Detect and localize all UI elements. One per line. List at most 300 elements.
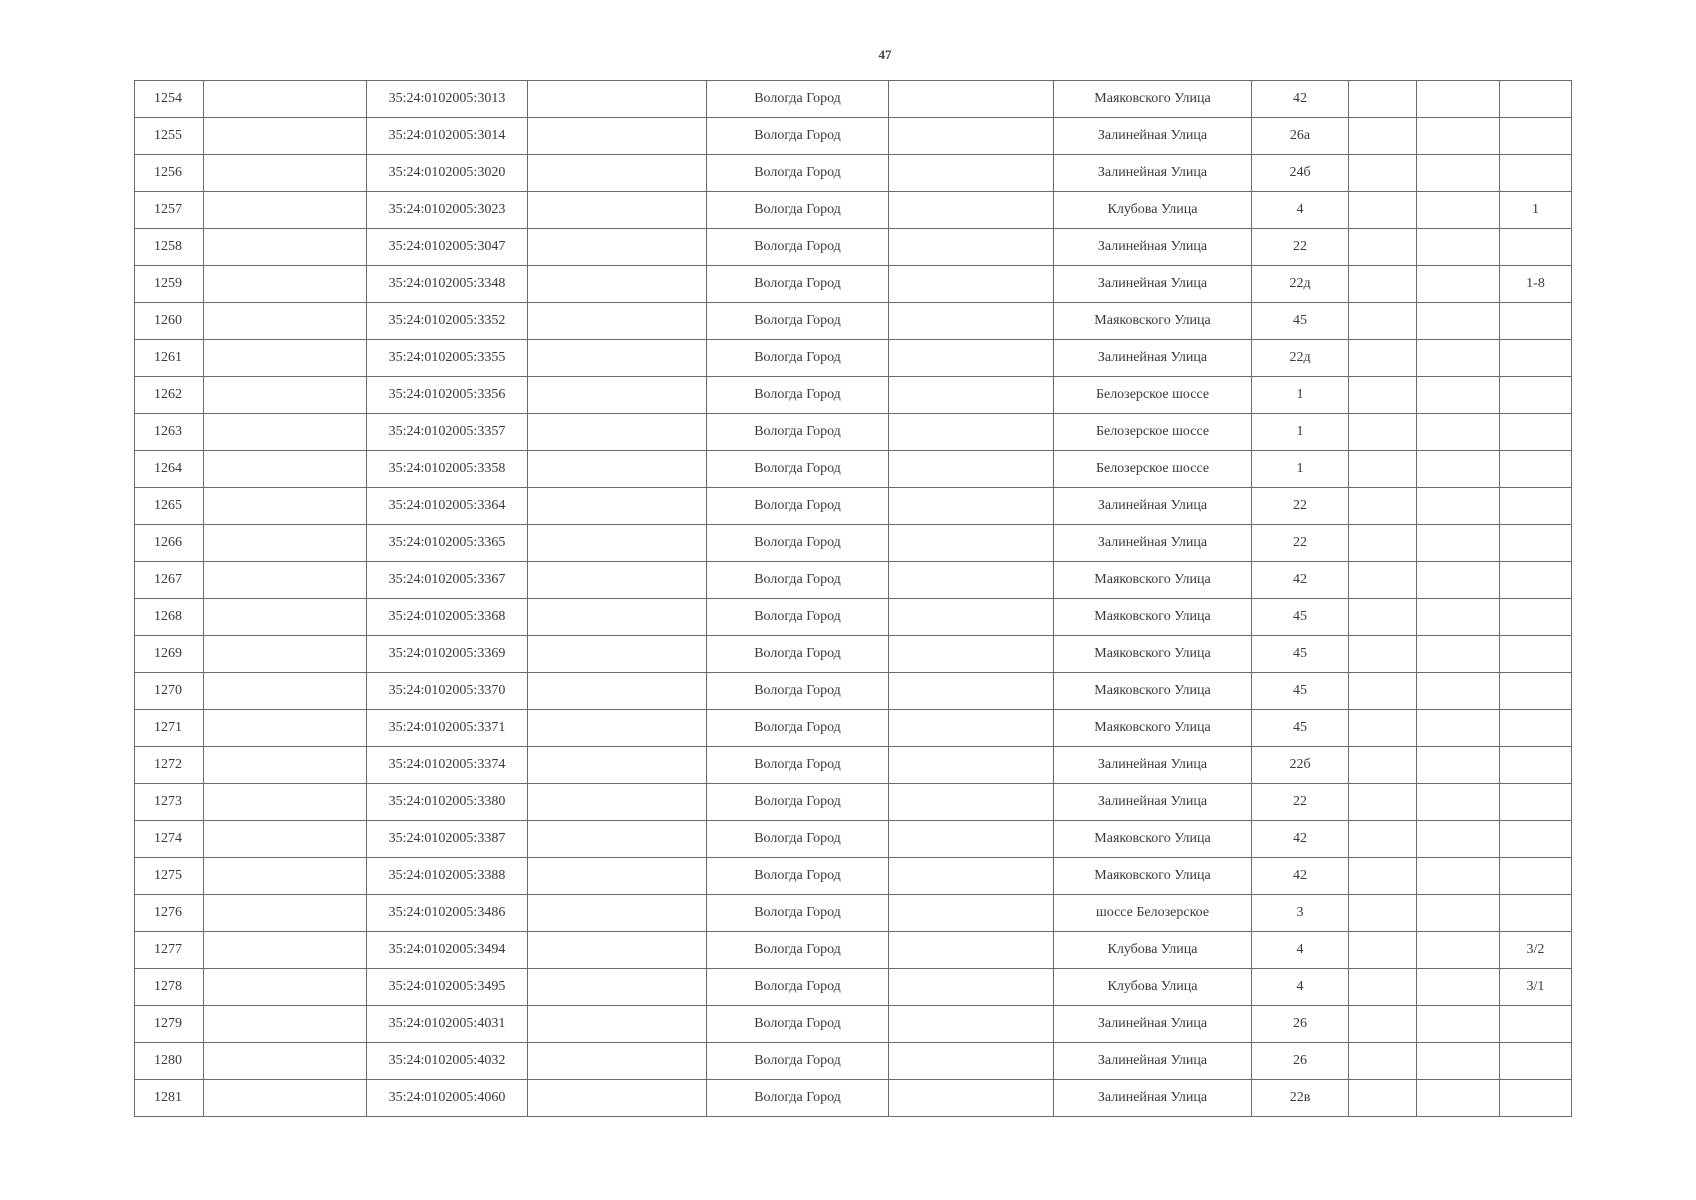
cell-empty-10 — [1417, 747, 1500, 784]
cell-empty-6 — [889, 1006, 1054, 1043]
table-row — [135, 451, 1572, 488]
cell-city: Вологда Город — [707, 599, 889, 636]
cell-row-number: 1273 — [135, 784, 204, 821]
table-row — [135, 895, 1572, 932]
cell-empty-2 — [204, 895, 367, 932]
cell-empty-9 — [1349, 636, 1417, 673]
cell-empty-2 — [204, 673, 367, 710]
cell-cadastral-number: 35:24:0102005:3014 — [367, 118, 528, 155]
cell-apartment — [1500, 118, 1572, 155]
cell-street: Залинейная Улица — [1054, 525, 1252, 562]
table-row — [135, 155, 1572, 192]
table-body — [135, 81, 1572, 1117]
cell-row-number: 1262 — [135, 377, 204, 414]
cell-empty-4 — [528, 414, 707, 451]
cell-apartment — [1500, 81, 1572, 118]
cell-empty-10 — [1417, 673, 1500, 710]
cell-empty-6 — [889, 895, 1054, 932]
cell-house: 42 — [1252, 858, 1349, 895]
cell-row-number: 1263 — [135, 414, 204, 451]
cell-house: 4 — [1252, 932, 1349, 969]
cell-house: 26 — [1252, 1006, 1349, 1043]
cell-empty-9 — [1349, 451, 1417, 488]
cell-house: 45 — [1252, 710, 1349, 747]
cell-empty-10 — [1417, 1043, 1500, 1080]
cell-street: Залинейная Улица — [1054, 784, 1252, 821]
cell-city: Вологда Город — [707, 155, 889, 192]
cell-house: 22б — [1252, 747, 1349, 784]
cell-empty-4 — [528, 562, 707, 599]
cell-street: Маяковского Улица — [1054, 81, 1252, 118]
cell-city: Вологда Город — [707, 710, 889, 747]
cell-house: 1 — [1252, 451, 1349, 488]
cell-empty-2 — [204, 784, 367, 821]
cell-empty-2 — [204, 932, 367, 969]
cell-empty-6 — [889, 1080, 1054, 1117]
cell-cadastral-number: 35:24:0102005:3367 — [367, 562, 528, 599]
cell-house: 22 — [1252, 229, 1349, 266]
cell-empty-2 — [204, 636, 367, 673]
cell-house: 1 — [1252, 414, 1349, 451]
cell-empty-9 — [1349, 821, 1417, 858]
cell-row-number: 1270 — [135, 673, 204, 710]
cell-empty-2 — [204, 562, 367, 599]
cell-empty-10 — [1417, 525, 1500, 562]
cell-empty-4 — [528, 747, 707, 784]
cell-empty-6 — [889, 525, 1054, 562]
cell-empty-2 — [204, 858, 367, 895]
cell-empty-2 — [204, 599, 367, 636]
cell-empty-9 — [1349, 266, 1417, 303]
cell-row-number: 1258 — [135, 229, 204, 266]
table-row — [135, 229, 1572, 266]
cell-apartment — [1500, 895, 1572, 932]
cell-empty-6 — [889, 858, 1054, 895]
cell-empty-6 — [889, 229, 1054, 266]
cell-empty-9 — [1349, 81, 1417, 118]
cell-house: 22 — [1252, 525, 1349, 562]
cell-apartment — [1500, 710, 1572, 747]
cell-street: Залинейная Улица — [1054, 747, 1252, 784]
cell-empty-10 — [1417, 229, 1500, 266]
cell-row-number: 1271 — [135, 710, 204, 747]
cell-empty-4 — [528, 858, 707, 895]
cell-empty-9 — [1349, 1043, 1417, 1080]
cell-empty-9 — [1349, 784, 1417, 821]
cell-empty-10 — [1417, 858, 1500, 895]
cell-apartment — [1500, 562, 1572, 599]
cell-empty-4 — [528, 525, 707, 562]
cell-empty-2 — [204, 266, 367, 303]
cell-cadastral-number: 35:24:0102005:3495 — [367, 969, 528, 1006]
cell-empty-2 — [204, 821, 367, 858]
page-number: 47 — [878, 47, 892, 62]
cell-empty-2 — [204, 377, 367, 414]
cell-city: Вологда Город — [707, 118, 889, 155]
cell-street: Маяковского Улица — [1054, 858, 1252, 895]
table-row — [135, 377, 1572, 414]
cell-row-number: 1257 — [135, 192, 204, 229]
cell-cadastral-number: 35:24:0102005:3355 — [367, 340, 528, 377]
cell-empty-10 — [1417, 1080, 1500, 1117]
cell-apartment — [1500, 451, 1572, 488]
cell-empty-2 — [204, 1043, 367, 1080]
table-row — [135, 488, 1572, 525]
cell-empty-4 — [528, 895, 707, 932]
cell-empty-9 — [1349, 673, 1417, 710]
cell-street: Клубова Улица — [1054, 932, 1252, 969]
table-row — [135, 303, 1572, 340]
cell-street: Маяковского Улица — [1054, 636, 1252, 673]
table-row — [135, 340, 1572, 377]
cell-house: 45 — [1252, 599, 1349, 636]
cell-house: 22 — [1252, 784, 1349, 821]
cell-house: 45 — [1252, 636, 1349, 673]
cell-cadastral-number: 35:24:0102005:4060 — [367, 1080, 528, 1117]
cell-apartment — [1500, 636, 1572, 673]
cell-row-number: 1280 — [135, 1043, 204, 1080]
cell-cadastral-number: 35:24:0102005:3374 — [367, 747, 528, 784]
table-row — [135, 636, 1572, 673]
cell-street: Белозерское шоссе — [1054, 377, 1252, 414]
cell-row-number: 1266 — [135, 525, 204, 562]
cell-empty-4 — [528, 488, 707, 525]
cell-street: Маяковского Улица — [1054, 821, 1252, 858]
cell-cadastral-number: 35:24:0102005:3380 — [367, 784, 528, 821]
cell-house: 42 — [1252, 821, 1349, 858]
cell-city: Вологда Город — [707, 1043, 889, 1080]
cell-empty-2 — [204, 155, 367, 192]
cell-empty-9 — [1349, 340, 1417, 377]
cell-empty-2 — [204, 1006, 367, 1043]
table-row — [135, 858, 1572, 895]
cell-empty-2 — [204, 1080, 367, 1117]
cell-apartment: 1-8 — [1500, 266, 1572, 303]
table-row — [135, 118, 1572, 155]
table-row — [135, 266, 1572, 303]
cell-empty-2 — [204, 303, 367, 340]
cell-cadastral-number: 35:24:0102005:3388 — [367, 858, 528, 895]
cell-empty-6 — [889, 81, 1054, 118]
table-row — [135, 1006, 1572, 1043]
cell-empty-10 — [1417, 969, 1500, 1006]
cell-row-number: 1255 — [135, 118, 204, 155]
cell-house: 1 — [1252, 377, 1349, 414]
cell-empty-9 — [1349, 562, 1417, 599]
table-row — [135, 710, 1572, 747]
cell-empty-6 — [889, 821, 1054, 858]
cell-cadastral-number: 35:24:0102005:3494 — [367, 932, 528, 969]
cell-street: Залинейная Улица — [1054, 1043, 1252, 1080]
cell-empty-6 — [889, 673, 1054, 710]
cell-row-number: 1268 — [135, 599, 204, 636]
cell-empty-6 — [889, 451, 1054, 488]
cell-row-number: 1277 — [135, 932, 204, 969]
cell-empty-10 — [1417, 81, 1500, 118]
cell-empty-9 — [1349, 710, 1417, 747]
table-row — [135, 1080, 1572, 1117]
cell-cadastral-number: 35:24:0102005:3368 — [367, 599, 528, 636]
cell-empty-4 — [528, 340, 707, 377]
cell-apartment — [1500, 747, 1572, 784]
cell-cadastral-number: 35:24:0102005:3486 — [367, 895, 528, 932]
cell-empty-10 — [1417, 636, 1500, 673]
cell-cadastral-number: 35:24:0102005:3348 — [367, 266, 528, 303]
cell-street: Залинейная Улица — [1054, 229, 1252, 266]
cell-empty-10 — [1417, 932, 1500, 969]
cell-empty-10 — [1417, 562, 1500, 599]
cell-apartment — [1500, 821, 1572, 858]
cell-apartment — [1500, 525, 1572, 562]
cell-empty-10 — [1417, 192, 1500, 229]
table-row — [135, 81, 1572, 118]
cell-city: Вологда Город — [707, 784, 889, 821]
cell-street: Залинейная Улица — [1054, 266, 1252, 303]
cell-empty-6 — [889, 710, 1054, 747]
cell-empty-4 — [528, 81, 707, 118]
cell-apartment — [1500, 1080, 1572, 1117]
cell-empty-4 — [528, 969, 707, 1006]
cell-empty-6 — [889, 636, 1054, 673]
cell-apartment: 1 — [1500, 192, 1572, 229]
cell-city: Вологда Город — [707, 451, 889, 488]
cell-city: Вологда Город — [707, 747, 889, 784]
cell-empty-4 — [528, 1080, 707, 1117]
cell-empty-4 — [528, 710, 707, 747]
cell-empty-2 — [204, 340, 367, 377]
cell-street: шоссе Белозерское — [1054, 895, 1252, 932]
cell-city: Вологда Город — [707, 340, 889, 377]
cell-city: Вологда Город — [707, 1080, 889, 1117]
cell-empty-6 — [889, 784, 1054, 821]
cell-empty-6 — [889, 377, 1054, 414]
cell-street: Маяковского Улица — [1054, 303, 1252, 340]
cell-house: 45 — [1252, 303, 1349, 340]
cell-house: 22д — [1252, 340, 1349, 377]
cell-empty-9 — [1349, 525, 1417, 562]
cell-house: 22д — [1252, 266, 1349, 303]
cell-empty-6 — [889, 599, 1054, 636]
property-register-table — [134, 80, 1572, 1117]
cell-city: Вологда Город — [707, 1006, 889, 1043]
cell-cadastral-number: 35:24:0102005:3020 — [367, 155, 528, 192]
cell-empty-10 — [1417, 821, 1500, 858]
cell-apartment: 3/1 — [1500, 969, 1572, 1006]
cell-street: Маяковского Улица — [1054, 599, 1252, 636]
cell-city: Вологда Город — [707, 303, 889, 340]
cell-empty-2 — [204, 118, 367, 155]
cell-empty-10 — [1417, 488, 1500, 525]
cell-empty-2 — [204, 451, 367, 488]
cell-row-number: 1275 — [135, 858, 204, 895]
cell-city: Вологда Город — [707, 969, 889, 1006]
cell-row-number: 1264 — [135, 451, 204, 488]
cell-empty-10 — [1417, 451, 1500, 488]
cell-empty-10 — [1417, 377, 1500, 414]
cell-city: Вологда Город — [707, 525, 889, 562]
cell-house: 26 — [1252, 1043, 1349, 1080]
cell-city: Вологда Город — [707, 895, 889, 932]
cell-empty-10 — [1417, 1006, 1500, 1043]
cell-city: Вологда Город — [707, 858, 889, 895]
cell-empty-9 — [1349, 488, 1417, 525]
cell-street: Белозерское шоссе — [1054, 451, 1252, 488]
cell-empty-6 — [889, 932, 1054, 969]
cell-row-number: 1274 — [135, 821, 204, 858]
cell-apartment — [1500, 784, 1572, 821]
cell-house: 42 — [1252, 562, 1349, 599]
cell-street: Залинейная Улица — [1054, 340, 1252, 377]
cell-empty-6 — [889, 747, 1054, 784]
cell-empty-9 — [1349, 1080, 1417, 1117]
cell-empty-2 — [204, 747, 367, 784]
cell-cadastral-number: 35:24:0102005:3364 — [367, 488, 528, 525]
cell-street: Маяковского Улица — [1054, 673, 1252, 710]
cell-house: 42 — [1252, 81, 1349, 118]
table-row — [135, 599, 1572, 636]
cell-apartment — [1500, 1043, 1572, 1080]
cell-empty-6 — [889, 118, 1054, 155]
cell-empty-4 — [528, 377, 707, 414]
cell-empty-9 — [1349, 118, 1417, 155]
cell-street: Маяковского Улица — [1054, 710, 1252, 747]
cell-empty-10 — [1417, 155, 1500, 192]
cell-row-number: 1259 — [135, 266, 204, 303]
cell-apartment — [1500, 673, 1572, 710]
cell-apartment — [1500, 599, 1572, 636]
cell-street: Залинейная Улица — [1054, 155, 1252, 192]
cell-row-number: 1267 — [135, 562, 204, 599]
cell-apartment — [1500, 303, 1572, 340]
cell-empty-10 — [1417, 266, 1500, 303]
cell-cadastral-number: 35:24:0102005:4032 — [367, 1043, 528, 1080]
cell-empty-10 — [1417, 118, 1500, 155]
cell-empty-10 — [1417, 303, 1500, 340]
cell-empty-4 — [528, 1043, 707, 1080]
cell-house: 3 — [1252, 895, 1349, 932]
cell-house: 26а — [1252, 118, 1349, 155]
cell-city: Вологда Город — [707, 673, 889, 710]
cell-street: Белозерское шоссе — [1054, 414, 1252, 451]
cell-empty-9 — [1349, 414, 1417, 451]
table-row — [135, 414, 1572, 451]
cell-empty-2 — [204, 229, 367, 266]
cell-empty-4 — [528, 451, 707, 488]
cell-empty-9 — [1349, 932, 1417, 969]
cell-empty-10 — [1417, 414, 1500, 451]
cell-apartment — [1500, 229, 1572, 266]
cell-street: Клубова Улица — [1054, 192, 1252, 229]
cell-city: Вологда Город — [707, 636, 889, 673]
cell-empty-10 — [1417, 784, 1500, 821]
cell-empty-6 — [889, 969, 1054, 1006]
cell-city: Вологда Город — [707, 414, 889, 451]
cell-house: 22в — [1252, 1080, 1349, 1117]
cell-empty-4 — [528, 118, 707, 155]
cell-empty-4 — [528, 636, 707, 673]
cell-street: Залинейная Улица — [1054, 1080, 1252, 1117]
cell-row-number: 1269 — [135, 636, 204, 673]
cell-empty-2 — [204, 81, 367, 118]
cell-empty-9 — [1349, 192, 1417, 229]
cell-row-number: 1254 — [135, 81, 204, 118]
cell-empty-2 — [204, 969, 367, 1006]
cell-city: Вологда Город — [707, 192, 889, 229]
table-row — [135, 969, 1572, 1006]
table-row — [135, 932, 1572, 969]
cell-cadastral-number: 35:24:0102005:3352 — [367, 303, 528, 340]
cell-street: Клубова Улица — [1054, 969, 1252, 1006]
cell-empty-6 — [889, 562, 1054, 599]
cell-empty-4 — [528, 229, 707, 266]
cell-empty-2 — [204, 192, 367, 229]
cell-street: Залинейная Улица — [1054, 118, 1252, 155]
cell-street: Залинейная Улица — [1054, 1006, 1252, 1043]
cell-empty-4 — [528, 673, 707, 710]
cell-empty-2 — [204, 488, 367, 525]
cell-row-number: 1278 — [135, 969, 204, 1006]
cell-cadastral-number: 35:24:0102005:3047 — [367, 229, 528, 266]
cell-apartment — [1500, 155, 1572, 192]
table-row — [135, 525, 1572, 562]
cell-empty-10 — [1417, 599, 1500, 636]
cell-row-number: 1281 — [135, 1080, 204, 1117]
cell-apartment — [1500, 858, 1572, 895]
cell-empty-2 — [204, 710, 367, 747]
cell-apartment: 3/2 — [1500, 932, 1572, 969]
cell-street: Залинейная Улица — [1054, 488, 1252, 525]
cell-city: Вологда Город — [707, 562, 889, 599]
table-row — [135, 562, 1572, 599]
cell-empty-9 — [1349, 858, 1417, 895]
table-row — [135, 821, 1572, 858]
cell-city: Вологда Город — [707, 488, 889, 525]
table-row — [135, 673, 1572, 710]
cell-city: Вологда Город — [707, 932, 889, 969]
cell-empty-4 — [528, 932, 707, 969]
table-row — [135, 747, 1572, 784]
cell-row-number: 1279 — [135, 1006, 204, 1043]
cell-empty-9 — [1349, 155, 1417, 192]
cell-empty-4 — [528, 821, 707, 858]
cell-empty-10 — [1417, 340, 1500, 377]
cell-cadastral-number: 35:24:0102005:3357 — [367, 414, 528, 451]
cell-city: Вологда Город — [707, 266, 889, 303]
cell-empty-9 — [1349, 1006, 1417, 1043]
cell-empty-4 — [528, 192, 707, 229]
cell-cadastral-number: 35:24:0102005:3023 — [367, 192, 528, 229]
cell-cadastral-number: 35:24:0102005:3358 — [367, 451, 528, 488]
cell-house: 22 — [1252, 488, 1349, 525]
cell-apartment — [1500, 414, 1572, 451]
cell-empty-4 — [528, 266, 707, 303]
table-row — [135, 192, 1572, 229]
cell-empty-2 — [204, 414, 367, 451]
table-row — [135, 784, 1572, 821]
cell-cadastral-number: 35:24:0102005:3387 — [367, 821, 528, 858]
cell-empty-4 — [528, 599, 707, 636]
cell-empty-9 — [1349, 377, 1417, 414]
cell-empty-6 — [889, 192, 1054, 229]
cell-empty-4 — [528, 1006, 707, 1043]
cell-cadastral-number: 35:24:0102005:4031 — [367, 1006, 528, 1043]
cell-empty-4 — [528, 155, 707, 192]
cell-row-number: 1276 — [135, 895, 204, 932]
cell-empty-6 — [889, 266, 1054, 303]
cell-city: Вологда Город — [707, 81, 889, 118]
cell-house: 4 — [1252, 969, 1349, 1006]
cell-apartment — [1500, 377, 1572, 414]
